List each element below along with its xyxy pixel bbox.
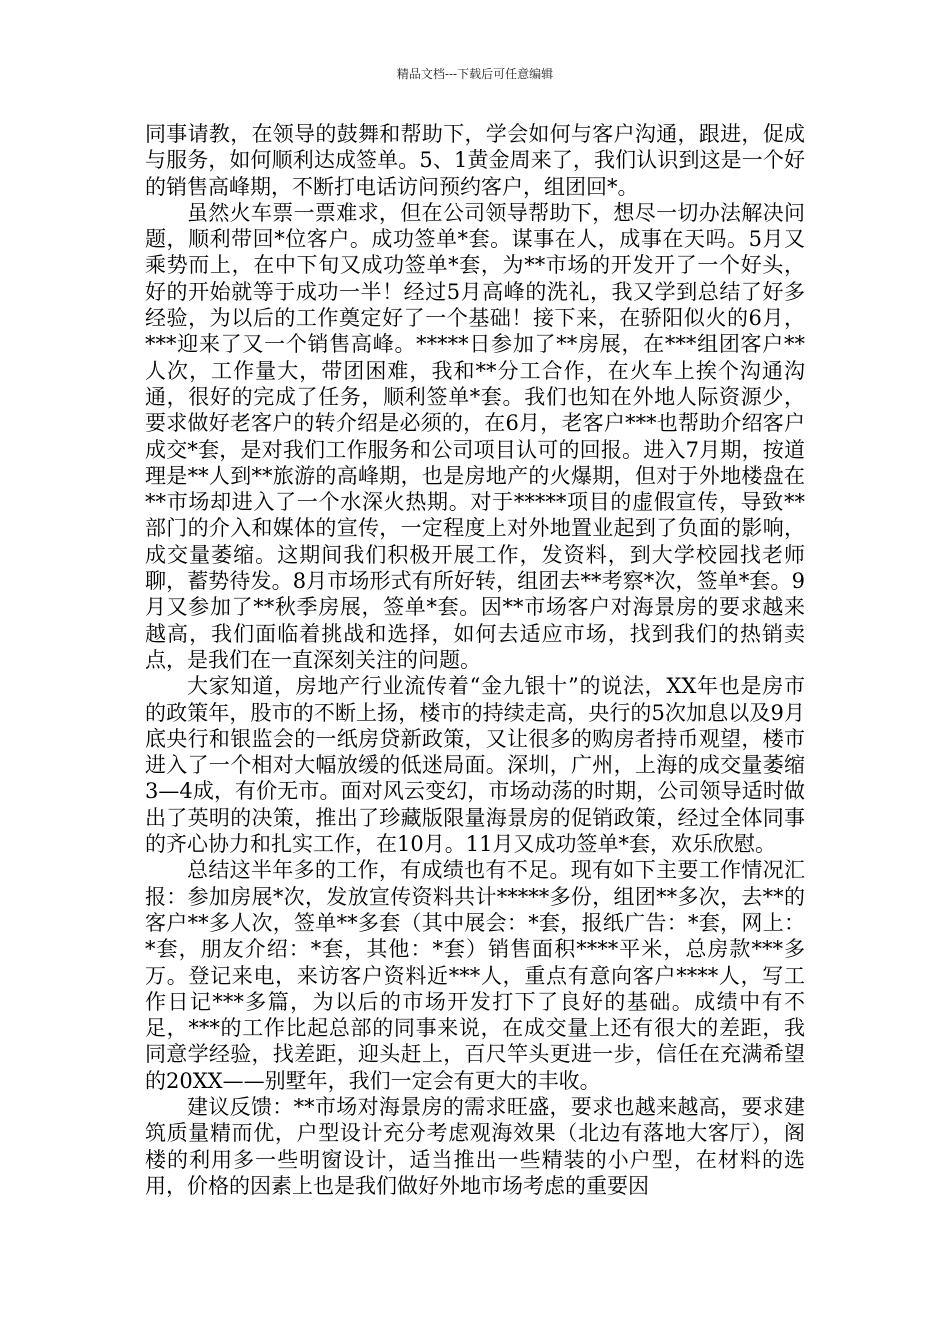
paragraph-1: 同事请教，在领导的鼓舞和帮助下，学会如何与客户沟通，跟进，促成与服务，如何顺利达成签单。5、1黄金周来了，我们认识到这是一个好的销售高峰期，不断打电话访问预约客户，组团回*。: [145, 122, 805, 199]
paragraph-5: 建议反馈：**市场对海景房的需求旺盛，要求也越来越高，要求建筑质量精而优，户型设计充分考虑观海效果（北边有落地大客厅），阁楼的利用多一些明窗设计，适当推出一些精装的小户型，在材料的选用，价格的因素上也是我们做好外地市场考虑的重要因: [145, 1094, 805, 1198]
paragraph-2: 虽然火车票一票难求，但在公司领导帮助下，想尽一切办法解决问题，顺利带回*位客户。成功签单*套。谋事在人，成事在天吗。5月又乘势而上，在中下旬又成功签单*套，为**市场的开发开了一个好头，好的开始就等于成功一半！经过5月高峰的洗礼，我又学到总结了好多经验，为以后的工作奠定好了一个基础！接下来，在骄阳似火的6月，***迎来了又一个销售高峰。*****日参加了**房展，在***组团客户**人次，工作量大，带团困难，我和**分工合作，在火车上挨个沟通沟通，很好的完成了任务，顺利签单*套。我们也知在外地人际资源少，要求做好老客户的转介绍是必须的，在6月，老客户***也帮助介绍客户成交*套，是对我们工作服务和公司项目认可的回报。进入7月期，按道理是**人到**旅游的高峰期，也是房地产的火爆期，但对于外地楼盘在**市场却进入了一个水深火热期。对于*****项目的虚假宣传，导致**部门的介入和媒体的宣传，一定程度上对外地置业起到了负面的影响，成交量萎缩。这期间我们积极开展工作，发资料，到大学校园找老师聊，蓄势待发。8月市场形式有所好转，组团去**考察*次，签单*套。9月又参加了**秋季房展，签单*套。因**市场客户对海景房的要求越来越高，我们面临着挑战和选择，如何去适应市场，找到我们的热销卖点，是我们在一直深刻关注的问题。: [145, 200, 805, 672]
page-header: 精品文档---下载后可任意编辑: [396, 67, 554, 81]
document-body: [145, 121, 805, 1199]
paragraph-3: 大家知道，房地产行业流传着“金九银十”的说法，XX年也是房市的政策年，股市的不断上扬，楼市的持续走高，央行的5次加息以及9月底央行和银监会的一纸房贷新政策，又让很多的购房者持币观望，楼市进入了一个相对大幅放缓的低迷局面。深圳，广州，上海的成交量萎缩3—4成，有价无市。面对风云变幻，市场动荡的时期，公司领导适时做出了英明的决策，推出了珍藏版限量海景房的促销政策，经过全体同事的齐心协力和扎实工作，在10月。11月又成功签单*套，欢乐欣慰。: [145, 674, 805, 857]
paragraph-4: 总结这半年多的工作，有成绩也有不足。现有如下主要工作情况汇报：参加房展*次，发放宣传资料共计*****多份，组团**多次，去**的客户**多人次，签单**多套（其中展会：*套，报纸广告：*套，网上：*套，朋友介绍：*套，其他：*套）销售面积****平米，总房款***多万。登记来电，来访客户资料近***人，重点有意向客户****人，写工作日记***多篇，为以后的市场开发打下了良好的基础。成绩中有不足，***的工作比起总部的同事来说，在成交量上还有很大的差距，我同意学经验，找差距，迎头赶上，百尺竿头更进一步，信任在充满希望的20XX——别墅年，我们一定会有更大的丰收。: [145, 858, 805, 1093]
